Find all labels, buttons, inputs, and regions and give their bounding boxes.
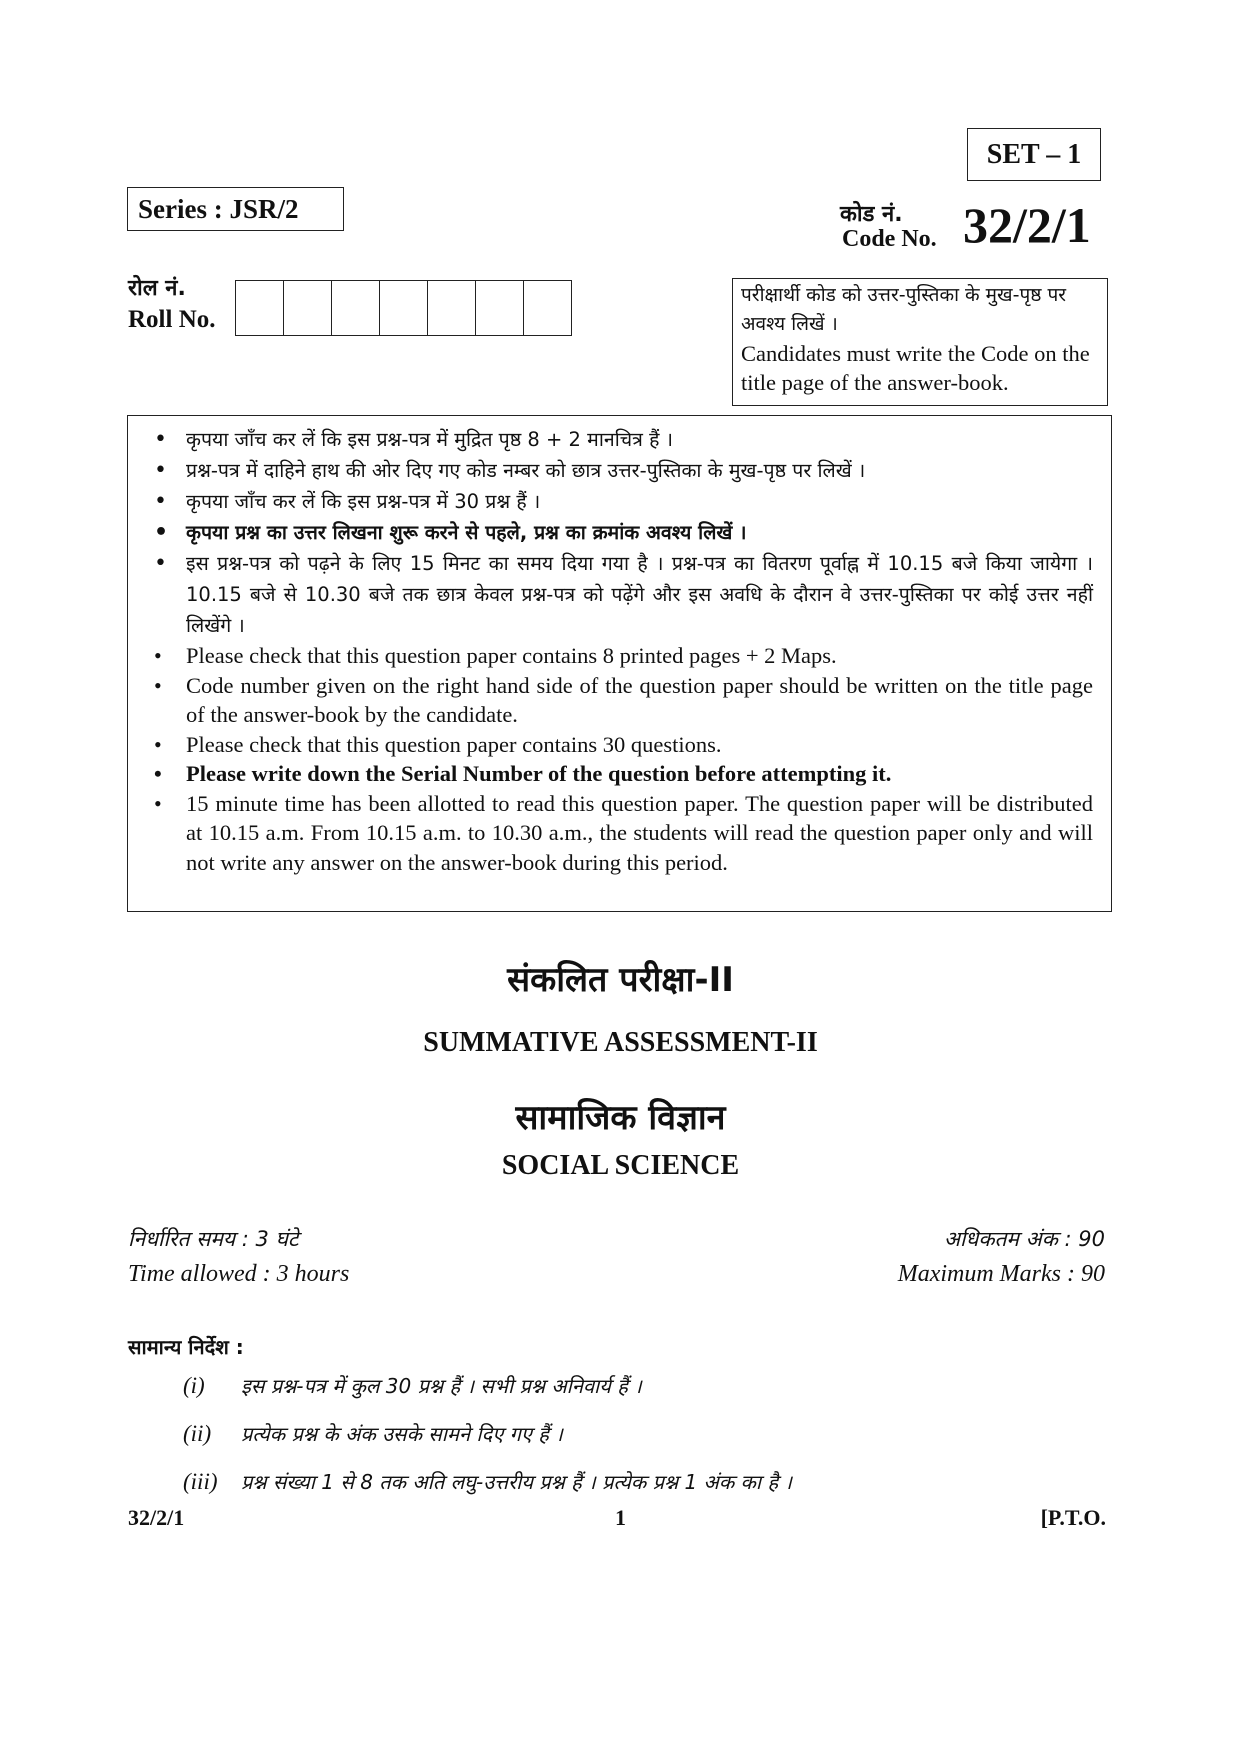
roll-cell[interactable] bbox=[476, 281, 524, 335]
subject-title-english: SOCIAL SCIENCE bbox=[501, 1150, 740, 1181]
instruction-item: • 15 minute time has been allotted to read this question paper. The question paper will be distributed at 10.15 a.m. From 10.15 a.m. to 10.30 a.m., the students will read the question paper only and will not write any answer on the answer-book during this period. bbox=[150, 789, 1093, 878]
general-instruction-item bbox=[183, 1420, 563, 1447]
roll-number-boxes[interactable] bbox=[235, 280, 572, 336]
code-label-english: Code No. bbox=[842, 226, 937, 252]
item-number: (i) bbox=[183, 1373, 205, 1398]
roll-cell[interactable] bbox=[524, 281, 572, 335]
item-number: (iii) bbox=[183, 1469, 218, 1494]
max-marks-english: Maximum Marks : 90 bbox=[897, 1261, 1105, 1287]
code-label-hindi: कोड नं. bbox=[840, 202, 903, 227]
exam-title-english: SUMMATIVE ASSESSMENT-II bbox=[423, 1027, 818, 1058]
candidate-note-box bbox=[732, 278, 1108, 406]
instruction-item: • Please check that this question paper contains 8 printed pages + 2 Maps. bbox=[150, 641, 1093, 671]
page-number: 1 bbox=[615, 1505, 626, 1530]
instruction-item: • कृपया प्रश्न का उत्तर लिखना शुरू करने से पहले, प्रश्न का क्रमांक अवश्य लिखें । bbox=[150, 517, 1093, 548]
footer-code: 32/2/1 bbox=[128, 1505, 185, 1530]
subject-title-hindi: सामाजिक विज्ञान bbox=[515, 1098, 726, 1138]
series-label: Series : JSR/2 bbox=[127, 187, 344, 231]
candidate-note-hindi: परीक्षार्थी कोड को उत्तर-पुस्तिका के मुख-पृष्ठ पर अवश्य लिखें । bbox=[741, 284, 1067, 335]
candidate-note-english: Candidates must write the Code on the title page of the answer-book. bbox=[741, 341, 1090, 395]
item-text: प्रश्न संख्या 1 से 8 तक अति लघु-उत्तरीय प्रश्न हैं । प्रत्येक प्रश्न 1 अंक का है । bbox=[241, 1470, 793, 1494]
instruction-item: • इस प्रश्न-पत्र को पढ़ने के लिए 15 मिनट का समय दिया गया है । प्रश्न-पत्र का वितरण पूर्वाह्न में 10.15 बजे किया जायेगा । 10.15 बजे से 10.30 बजे तक छात्र केवल प्रश्न-पत्र को पढ़ेंगे और इस अवधि के दौरान वे उत्तर-पुस्तिका पर कोई उत्तर नहीं लिखेंगे । bbox=[150, 548, 1093, 641]
roll-cell[interactable] bbox=[284, 281, 332, 335]
max-marks-hindi: अधिकतम अंक : 90 bbox=[943, 1227, 1105, 1251]
set-label: SET – 1 bbox=[967, 128, 1101, 181]
roll-label-hindi: रोल नं. bbox=[128, 276, 186, 301]
item-text: प्रत्येक प्रश्न के अंक उसके सामने दिए गए हैं । bbox=[241, 1422, 563, 1446]
code-number: 32/2/1 bbox=[963, 197, 1091, 253]
roll-cell[interactable] bbox=[428, 281, 476, 335]
instruction-item: • Code number given on the right hand side of the question paper should be written on the title page of the answer-book by the candidate. bbox=[150, 671, 1093, 730]
item-text: इस प्रश्न-पत्र में कुल 30 प्रश्न हैं । सभी प्रश्न अनिवार्य हैं । bbox=[241, 1374, 642, 1398]
instructions-list bbox=[150, 424, 1093, 877]
time-allowed-hindi: निर्धारित समय : 3 घंटे bbox=[128, 1227, 299, 1251]
instruction-item: • Please write down the Serial Number of the question before attempting it. bbox=[150, 759, 1093, 789]
instruction-item: • कृपया जाँच कर लें कि इस प्रश्न-पत्र में मुद्रित पृष्ठ 8 + 2 मानचित्र हैं । bbox=[150, 424, 1093, 455]
instruction-item: • Please check that this question paper contains 30 questions. bbox=[150, 730, 1093, 760]
roll-cell[interactable] bbox=[380, 281, 428, 335]
general-instruction-item bbox=[183, 1468, 792, 1495]
instruction-item: • प्रश्न-पत्र में दाहिने हाथ की ओर दिए गए कोड नम्बर को छात्र उत्तर-पुस्तिका के मुख-पृष्ठ पर लिखें । bbox=[150, 455, 1093, 486]
exam-title-hindi: संकलित परीक्षा-II bbox=[507, 960, 734, 1000]
roll-cell[interactable] bbox=[332, 281, 380, 335]
item-number: (ii) bbox=[183, 1421, 212, 1446]
time-allowed-english: Time allowed : 3 hours bbox=[128, 1261, 350, 1287]
general-instructions-heading: सामान्य निर्देश : bbox=[128, 1335, 244, 1359]
roll-label-english: Roll No. bbox=[128, 306, 216, 333]
instructions-box bbox=[127, 415, 1112, 912]
roll-cell[interactable] bbox=[236, 281, 284, 335]
pto-label: [P.T.O. bbox=[1040, 1505, 1106, 1530]
general-instruction-item bbox=[183, 1372, 642, 1399]
instruction-item: • कृपया जाँच कर लें कि इस प्रश्न-पत्र में 30 प्रश्न हैं । bbox=[150, 486, 1093, 517]
